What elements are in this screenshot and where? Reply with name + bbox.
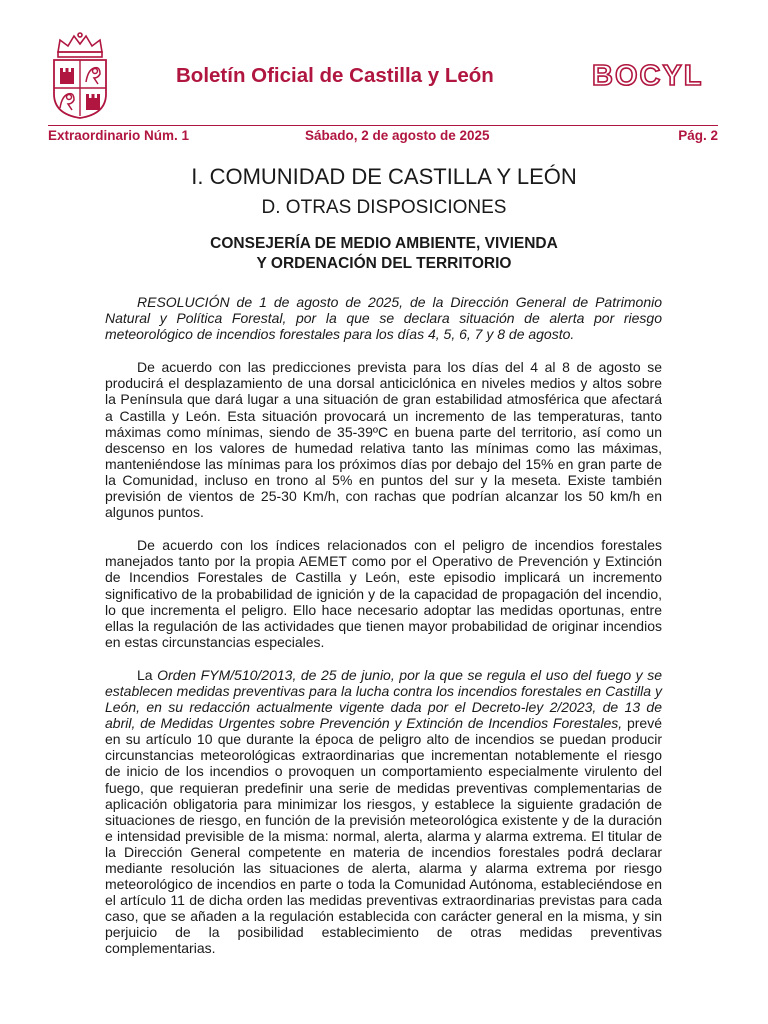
paragraph: La Orden FYM/510/2013, de 25 de junio, por la que se regula el uso del fuego y se establecen medidas preventivas para la lucha contra los incendios forestales en Castilla y León, en su redacción actualmente vigente dada por el Decreto-ley 2/2023, de 13 de abril, de Medidas Urgentes sobre Prevención y Extinción de Incendios Forestales, prevé en su artículo 10 que durante la época de peligro alto de incendios se puedan producir circunstancias meteorológicas extraordinarias que incrementan notablemente el riesgo de inicio de los incendios o provoquen un comportamiento especialmente virulento del fuego, que requieran predefinir una serie de medidas preventivas complementarias de aplicación obligatoria para minimizar los riesgos, y establece la siguiente gradación de situaciones de riesgo, en función de la previsión meteorológica existente y de la duración e intensidad previsible de la misma: normal, alerta, alarma y alarma extrema. El titular de la Dirección General competente en materia de incendios forestales podrá declarar mediante resolución las situaciones de alerta, alarma y alarma extrema por riesgo meteorológico de incendios en parte o toda la Comunidad Autónoma, estableciéndose en el artículo 11 de dicha orden las medidas preventivas extraordinarias previstas para cada caso, que se añaden a la regulación establecida con carácter general en la misma, y sin perjuicio de la posibilidad establecimiento de otras medidas preventivas complementarias. — [105, 666, 663, 957]
subsection-title: D. OTRAS DISPOSICIONES — [261, 197, 507, 218]
issue-bar — [48, 128, 718, 146]
legal-citation: Orden FYM/510/2013, de 25 de junio, por la que se regula el uso del fuego y se establecen medidas preventivas para la lucha contra los incendios forestales en Castilla y León, en su redacción actualmente vigente dada por el Decreto-ley 2/2023, de 13 de abril, de Medidas Urgentes sobre Prevención y Extinción de Incendios Forestales, — [105, 666, 663, 732]
resolution-title: RESOLUCIÓN de 1 de agosto de 2025, de la Dirección General de Patrimonio Natural y Política Forestal, por la que se declara situación de alerta por riesgo meteorológico de incendios forestales para los días 4, 5, 6, 7 y 8 de agosto. — [105, 294, 662, 343]
paragraph: De acuerdo con las predicciones prevista para los días del 4 al 8 de agosto se producirá el desplazamiento de una dorsal anticiclónica en niveles medios y altos sobre la Península que dará lugar a una situación de gran estabilidad atmosférica que afectará a Castilla y León. Esta situación provocará un incremento de las temperaturas, tanto máximas como mínimas, siendo de 35-39ºC en buena parte del territorio, así como un descenso en los valores de humedad relativa tanto las mínimas como las máximas, manteniéndose las mínimas para los próximos días por debajo del 15% en gran parte de la Comunidad, incluso en trono al 5% en puntos del sur y la meseta. Existe también previsión de vientos de 25-30 Km/h, con rachas que podrían alcanzar los 50 km/h en algunos puntos. — [105, 359, 662, 521]
page-number: Pág. 2 — [678, 128, 718, 143]
header-divider — [48, 125, 718, 126]
castilla-leon-coat-of-arms-icon — [48, 32, 112, 120]
section-title: I. COMUNIDAD DE CASTILLA Y LEÓN — [191, 164, 577, 189]
ministry-line-2: Y ORDENACIÓN DEL TERRITORIO — [256, 255, 512, 272]
document-body — [105, 294, 662, 974]
paragraph: De acuerdo con los índices relacionados con el peligro de incendios forestales manejados tanto por la propia AEMET como por el Operativo de Prevención y Extinción de Incendios Forestales de Castilla y León, este episodio implicará un incremento significativo de la probabilidad de ignición y de la capacidad de propagación del incendio, lo que incrementa el peligro. Ello hace necesario adoptar las medidas oportunas, entre ellas la regulación de las actividades que tienen mayor probabilidad de originar incendios en estas circunstancias especiales. — [105, 537, 662, 650]
bocyl-logo: BOCYL — [592, 60, 704, 92]
ministry-heading — [0, 234, 768, 274]
bulletin-title: Boletín Oficial de Castilla y León — [176, 64, 494, 87]
issue-date: Sábado, 2 de agosto de 2025 — [305, 128, 490, 143]
issue-number: Extraordinario Núm. 1 — [48, 128, 190, 143]
ministry-line-1: CONSEJERÍA DE MEDIO AMBIENTE, VIVIENDA — [210, 235, 558, 252]
